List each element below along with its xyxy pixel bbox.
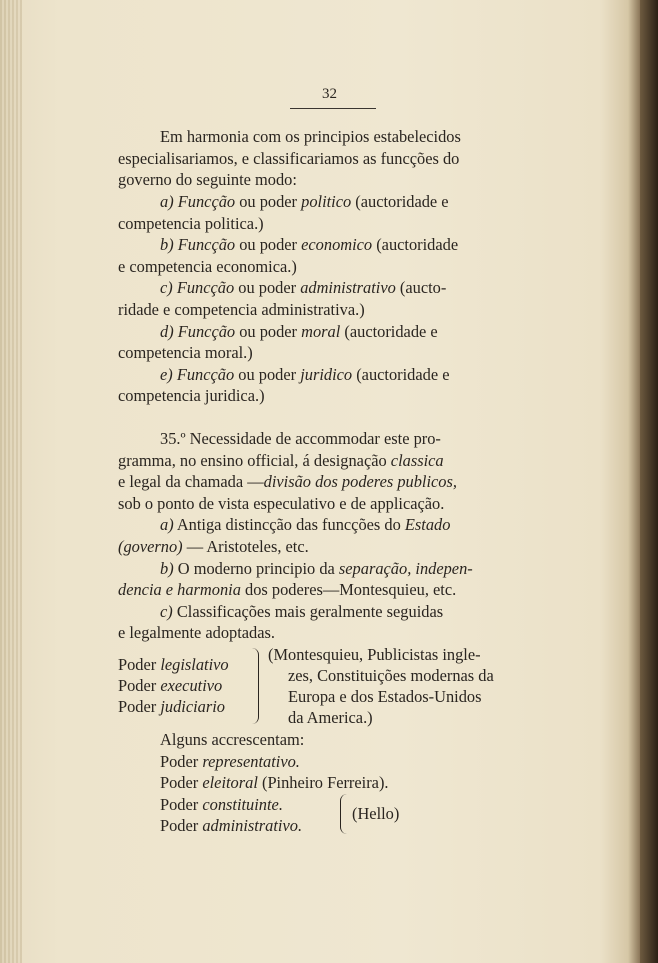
power-word: Poder [118,697,161,716]
item-term: Funcção [177,321,236,341]
additions [118,729,548,837]
power-word: Poder [160,816,203,836]
item-term: Funcção [177,192,236,211]
item-kind: juridico [300,364,353,384]
power-word: Poder [160,794,203,814]
power-note: (Pinheiro Ferreira). [257,773,389,793]
list-item [118,191,548,234]
note-line: (Montesquieu, Publicistas ingle- [268,645,481,664]
item-marker: d) [160,321,174,341]
intro-paragraph [118,126,548,191]
item-mid: ou poder [234,278,301,298]
note-line: zes, Constituições modernas da [288,666,494,685]
list-item [118,321,548,364]
item-marker: a) [160,192,174,211]
text-line: especialisariamos, e classificariamos as funcções do [118,148,460,168]
item-term: Funcção [176,364,235,384]
item-kind: moral [301,321,341,341]
function-list [118,191,548,407]
item-rest: (auctoridade e [351,192,449,211]
item-marker: a) [160,515,174,535]
text-span: gramma, no ensino official, á designação [118,450,391,470]
hello-note: (Hello) [352,804,400,823]
power-kind: representativo. [202,751,300,771]
text-line: Em harmonia com os principios estabelecidos [160,127,461,146]
section-35 [118,428,548,644]
item-marker: c) [160,278,173,298]
text-span: Classificações mais geralmente seguidas [172,601,444,621]
right-brace [252,648,259,724]
item-mid: ou poder [235,192,302,211]
list-item [118,234,548,277]
item-mid: ou poder [235,235,302,255]
item-rest: (auctoridade e [340,321,438,341]
text-italic: Estado [404,515,451,535]
text-span: dos poderes—Montesquieu, etc. [240,580,457,600]
header-rule [290,108,376,109]
item-line2: e competencia economica.) [118,256,297,276]
item-term: Funcção [176,278,235,298]
text-line: Alguns accrescentam: [160,730,305,749]
item-marker: e) [160,364,173,384]
power-kind: administrativo. [202,816,303,836]
page-edge [640,0,658,963]
list-item [118,364,548,407]
item-rest: (auctoridade [372,235,459,255]
item-line2: competencia juridica.) [118,386,265,406]
power-word: Poder [160,751,203,771]
power-kind: judiciario [160,697,225,716]
text-span: O moderno principio da [173,558,339,578]
power-kind: eleitoral [202,773,258,793]
text-line: e legalmente adoptadas. [118,623,276,643]
item-rest: (auctoridade e [352,364,450,384]
text-italic: dencia e harmonia [118,580,241,600]
power-word: Poder [160,773,203,793]
text-italic: separação, indepen- [338,558,473,578]
item-marker: b) [160,235,174,255]
text-line: sob o ponto de vista especulativo e de applicação. [118,493,445,513]
item-line2: competencia politica.) [118,213,264,233]
text-span: e legal da chamada — [118,472,264,492]
power-kind: executivo [160,676,223,695]
item-line2: ridade e competencia administrativa.) [118,299,365,319]
note-line: da America.) [288,708,373,727]
text-line: 35.º Necessidade de accommodar este pro- [160,429,441,448]
power-word: Poder [118,676,161,695]
item-kind: economico [301,235,373,255]
item-marker: b) [160,558,174,578]
text-span: — Aristoteles, etc. [182,536,309,556]
power-kind: constituinte. [202,794,283,814]
item-kind: politico [301,192,352,211]
note-line: Europa e dos Estados-Unidos [288,687,482,706]
item-term: Funcção [177,235,236,255]
item-rest: (aucto- [395,278,447,298]
power-kind: legislativo [160,655,229,674]
powers-block [118,644,548,734]
page-binding [0,0,22,963]
item-mid: ou poder [235,321,302,341]
item-kind: administrativo [300,278,396,298]
text-italic: divisão dos poderes publicos, [263,472,457,492]
left-brace [340,794,347,834]
text-line: governo do seguinte modo: [118,170,297,190]
item-mid: ou poder [234,364,301,384]
list-item [118,277,548,320]
text-italic: classica [390,450,444,470]
text-span: Antiga distincção das funcções do [173,515,405,535]
text-italic: (governo) [118,536,183,556]
item-line2: competencia moral.) [118,343,253,363]
power-word: Poder [118,655,161,674]
item-marker: c) [160,601,173,621]
page-number: 32 [322,86,337,102]
